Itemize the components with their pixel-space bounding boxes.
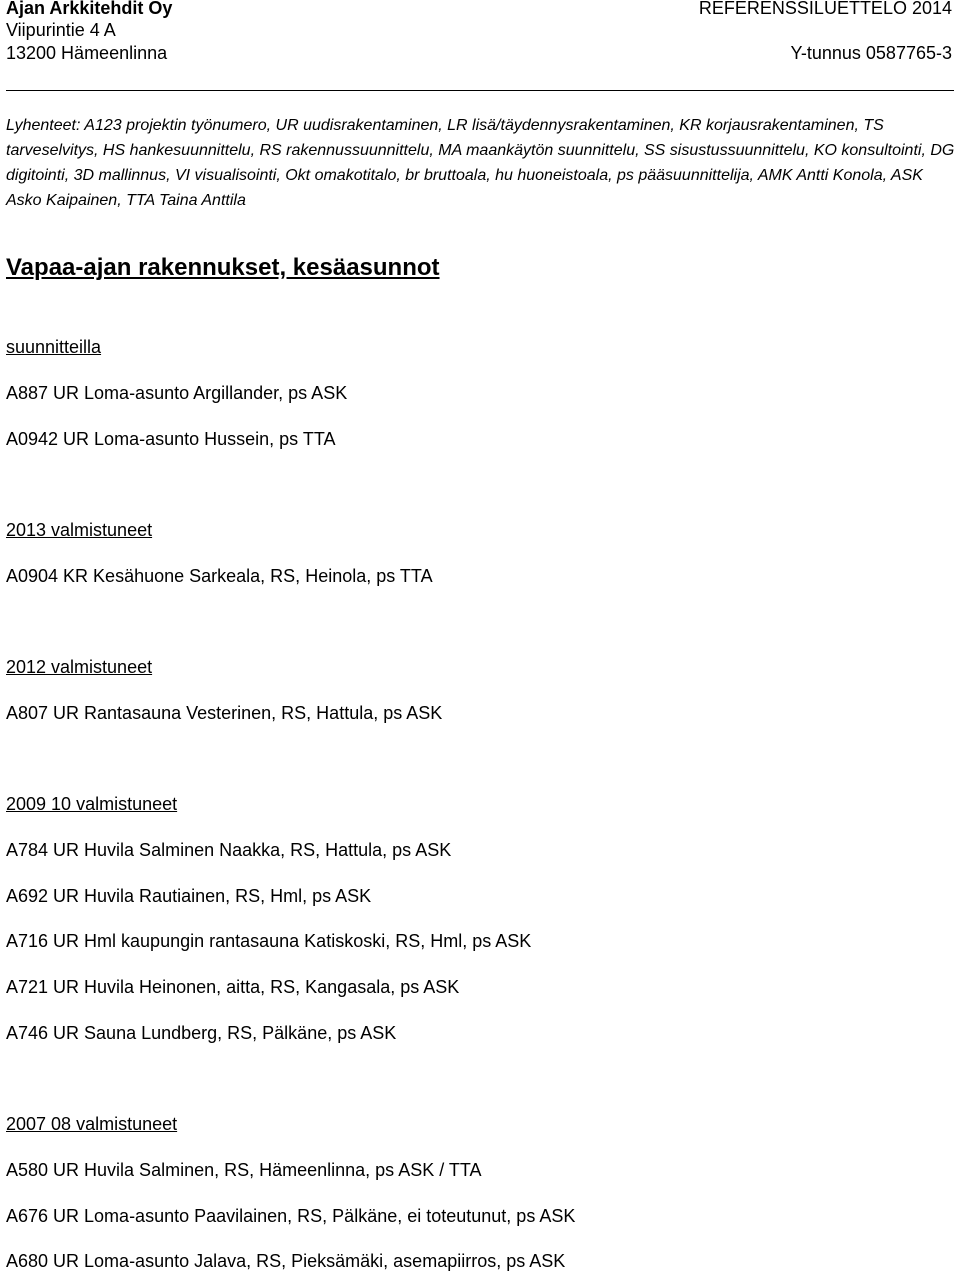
document-title: REFERENSSILUETTELO 2014 [698, 0, 952, 18]
street-address: Viipurintie 4 A [6, 20, 116, 40]
abbreviations-paragraph: Lyhenteet: A123 projektin työnumero, UR uudisrakentaminen, LR lisä/täydennysrakentaminen, KR korjausrakentaminen, TS tarveselvitys, HS hankesuunnittelu, RS rakennussuunnittelu, MA maankäytön suunnittelu, SS sisustussuunnittelu, KO konsultointi, DG digitointi, 3D mallinnus, VI visualisointi, Okt omakotitalo, br bruttoala, hu huoneistoala, ps pääsuunnittelija, AMK Antti Konola, ASK Asko Kaipainen, TTA Taina Anttila [6, 117, 955, 209]
group-heading: 2007 08 valmistuneet [6, 1114, 178, 1134]
group-heading: 2009 10 valmistuneet [6, 794, 178, 814]
list-item: A0904 KR Kesähuone Sarkeala, RS, Heinola, ps TTA [6, 566, 433, 586]
list-item: A580 UR Huvila Salminen, RS, Hämeenlinna, ps ASK / TTA [6, 1160, 482, 1180]
company-name: Ajan Arkkitehdit Oy [6, 0, 173, 18]
business-id: Y-tunnus 0587765-3 [790, 43, 952, 63]
group-heading: 2013 valmistuneet [6, 520, 153, 540]
list-item: A0942 UR Loma-asunto Hussein, ps TTA [6, 429, 336, 449]
city-address: 13200 Hämeenlinna [6, 43, 168, 63]
list-item: A716 UR Hml kaupungin rantasauna Katiskoski, RS, Hml, ps ASK [6, 931, 532, 951]
list-item: A680 UR Loma-asunto Jalava, RS, Pieksämäki, asemapiirros, ps ASK [6, 1251, 566, 1271]
list-item: A887 UR Loma-asunto Argillander, ps ASK [6, 383, 348, 403]
list-item: A746 UR Sauna Lundberg, RS, Pälkäne, ps ASK [6, 1023, 397, 1043]
list-item: A807 UR Rantasauna Vesterinen, RS, Hattula, ps ASK [6, 703, 443, 723]
document-header [6, 0, 954, 91]
list-item: A721 UR Huvila Heinonen, aitta, RS, Kangasala, ps ASK [6, 977, 460, 997]
section-title: Vapaa-ajan rakennukset, kesäasunnot [6, 254, 440, 281]
list-item: A692 UR Huvila Rautiainen, RS, Hml, ps ASK [6, 886, 372, 906]
list-item: A784 UR Huvila Salminen Naakka, RS, Hattula, ps ASK [6, 840, 452, 860]
group-heading: 2012 valmistuneet [6, 657, 153, 677]
group-heading: suunnitteilla [6, 337, 102, 357]
list-item: A676 UR Loma-asunto Paavilainen, RS, Pälkäne, ei toteutunut, ps ASK [6, 1206, 576, 1226]
